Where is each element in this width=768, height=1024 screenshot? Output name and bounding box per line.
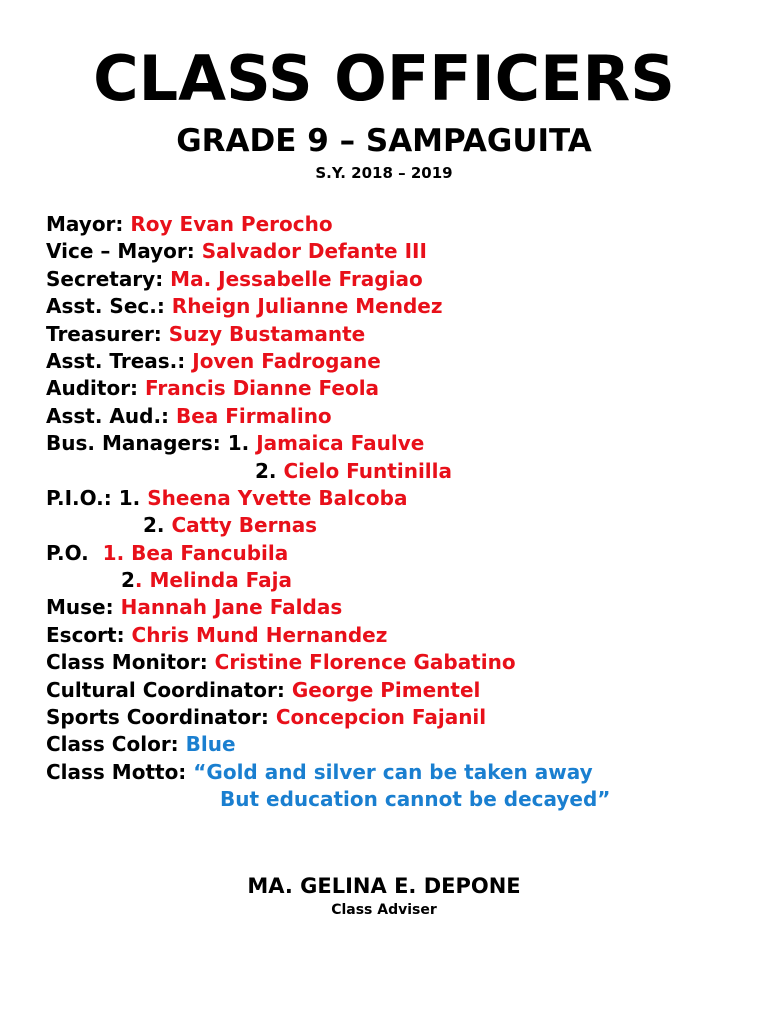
officer-list — [46, 211, 756, 814]
list-number-dot: . — [134, 568, 150, 593]
officer-name: Cristine Florence Gabatino — [214, 650, 516, 675]
list-number: 1. — [227, 431, 257, 456]
officer-row-sports-coordinator — [46, 704, 756, 731]
class-motto-row-2 — [46, 786, 756, 813]
adviser-name: MA. GELINA E. DEPONE — [247, 874, 521, 898]
officer-name: Bea Fancubila — [131, 540, 289, 565]
list-number: 2 — [121, 568, 135, 593]
officer-name: Cielo Funtinilla — [283, 458, 452, 483]
officer-name: Suzy Bustamante — [168, 321, 366, 346]
role-label: Cultural Coordinator: — [46, 677, 292, 702]
officer-row-bus-managers-1 — [46, 430, 756, 457]
adviser-role: Class Adviser — [331, 902, 437, 918]
role-label: Class Monitor: — [46, 650, 215, 675]
officer-name: Bea Firmalino — [176, 403, 332, 428]
officer-row-asst-treas — [46, 348, 756, 375]
role-label: Sports Coordinator: — [46, 705, 276, 730]
role-label: Escort: — [46, 622, 132, 647]
officer-row-bus-managers-2 — [46, 458, 756, 485]
role-label: Muse: — [46, 595, 121, 620]
class-motto-line-2: But education cannot be decayed” — [220, 787, 611, 812]
role-label: Auditor: — [46, 376, 146, 401]
officer-name: Jamaica Faulve — [256, 431, 425, 456]
officer-name: Catty Bernas — [171, 513, 318, 538]
class-color-value: Blue — [185, 732, 236, 757]
class-color-label: Class Color: — [46, 732, 186, 757]
class-color-row — [46, 731, 756, 758]
list-number: 1. — [118, 485, 148, 510]
list-number: 2. — [143, 513, 172, 538]
officer-row-vice-mayor — [46, 238, 756, 265]
role-label: Mayor: — [46, 212, 131, 236]
officer-row-pio-1 — [46, 485, 756, 512]
officer-name: George Pimentel — [291, 677, 481, 702]
officer-name: Salvador Defante III — [201, 239, 427, 264]
officer-row-mayor — [46, 211, 756, 238]
officer-row-po-1 — [46, 540, 756, 567]
officer-row-escort — [46, 622, 756, 649]
role-label: Vice – Mayor: — [46, 239, 202, 264]
class-motto-row — [46, 759, 756, 786]
page-title: CLASS OFFICERS — [93, 42, 675, 115]
officer-row-auditor — [46, 375, 756, 402]
role-label: Treasurer: — [46, 321, 169, 346]
officer-name: Hannah Jane Faldas — [120, 595, 343, 620]
officer-row-po-2 — [46, 567, 756, 594]
officer-name: Joven Fadrogane — [192, 348, 381, 373]
officer-name: Concepcion Fajanil — [275, 705, 487, 730]
role-label: Secretary: — [46, 266, 171, 291]
role-label: P.O. — [46, 540, 103, 565]
officer-name: Rheign Julianne Mendez — [171, 294, 443, 319]
role-label: Asst. Treas.: — [46, 348, 193, 373]
role-label: Asst. Sec.: — [46, 294, 172, 319]
officer-row-asst-sec — [46, 293, 756, 320]
list-number: 1. — [102, 540, 132, 565]
class-motto-label: Class Motto: — [46, 759, 194, 784]
officer-row-pio-2 — [46, 512, 756, 539]
list-number: 2. — [255, 458, 284, 483]
officer-name: Chris Mund Hernandez — [131, 622, 388, 647]
officer-name: Sheena Yvette Balcoba — [147, 485, 408, 510]
role-label: Asst. Aud.: — [46, 403, 176, 428]
school-year: S.Y. 2018 – 2019 — [315, 164, 453, 182]
role-label: P.I.O.: — [46, 485, 119, 510]
officer-name: Ma. Jessabelle Fragiao — [170, 266, 423, 291]
officer-name: Roy Evan Perocho — [130, 212, 333, 236]
role-label: Bus. Managers: — [46, 431, 228, 456]
officer-row-cultural-coordinator — [46, 677, 756, 704]
officer-row-secretary — [46, 266, 756, 293]
officer-name: Melinda Faja — [149, 568, 293, 593]
page-subtitle: GRADE 9 – SAMPAGUITA — [176, 123, 592, 159]
officer-row-muse — [46, 594, 756, 621]
officer-row-treasurer — [46, 321, 756, 348]
officer-row-class-monitor — [46, 649, 756, 676]
officer-row-asst-aud — [46, 403, 756, 430]
class-motto-line-1: “Gold and silver can be taken away — [193, 759, 593, 784]
officer-name: Francis Dianne Feola — [145, 376, 380, 401]
